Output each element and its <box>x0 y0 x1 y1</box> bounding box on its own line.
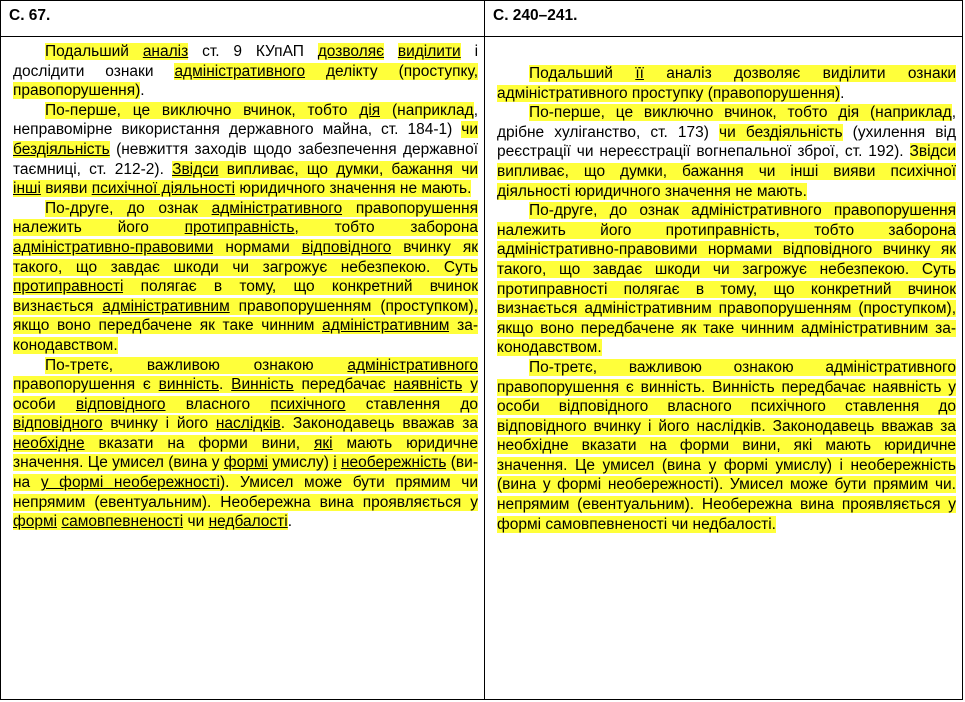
text-run: наслідків <box>215 415 281 433</box>
text-run: чи бездіяльність <box>719 123 843 141</box>
text-run: відповідного <box>75 395 166 413</box>
text-run: нормами <box>213 238 302 256</box>
text-run: ставлення до <box>345 395 478 413</box>
text-run: протиправність <box>184 219 295 237</box>
right-column <box>485 1 962 699</box>
left-column-header: С. 67. <box>1 1 484 37</box>
right-paragraph-1 <box>497 64 956 103</box>
text-run: ). Умисел може бути прямим чи непрямим (евентуальним). Необережна вина проявляється у <box>13 474 478 511</box>
text-run: , дрібне хуліганство, ст. 173) <box>497 104 956 141</box>
text-run: у формі необережності <box>40 474 220 492</box>
text-run: адміністративного <box>347 356 478 374</box>
text-run: дія <box>359 101 381 119</box>
text-run: По-перше, це виключно вчинок, тобто дія (наприклад <box>529 104 952 122</box>
text-run: формі <box>13 513 58 531</box>
text-run: мають юридичне значення. Це умисел (вина у <box>13 434 478 472</box>
text-run: (ухилення від реєстрації чи нереєстрації вогнепальної зброї, ст. 192). <box>497 123 956 161</box>
text-run: . Законодавець вважав за <box>280 415 478 433</box>
text-run: , тобто заборона <box>294 219 478 237</box>
text-run: власного <box>165 395 271 413</box>
text-run: передбачає <box>293 376 394 394</box>
text-run: аналіз <box>142 43 189 60</box>
text-run: протиправності <box>13 278 124 296</box>
text-run: аналіз дозволяє виділити ознаки адміністративного проступку (правопорушення) <box>497 65 957 102</box>
text-run: правопорушенням (проступком), якщо воно передбачене як таке чинним <box>13 297 478 335</box>
text-run: відповідного <box>301 238 392 256</box>
text-run: вказати на форми вини, <box>84 434 314 452</box>
text-run: відповідного <box>13 415 103 433</box>
text-run: виділити <box>397 43 461 60</box>
text-run: наявність <box>393 376 463 394</box>
left-column <box>1 1 485 699</box>
left-column-text <box>1 37 484 532</box>
text-run: . <box>840 84 845 102</box>
left-paragraph-3 <box>13 199 478 356</box>
text-run: правопорушення є <box>13 376 159 394</box>
text-run: недбалості <box>208 513 288 531</box>
text-run: (невжиття заходів щодо забезпечення державної таємниці, ст. 212-2). <box>13 140 478 178</box>
right-paragraph-4 <box>497 358 956 534</box>
text-run: законодавством. <box>13 317 478 354</box>
text-run: адміністративним <box>102 297 230 315</box>
text-run: адміністративного <box>211 199 343 217</box>
text-run: адміністративного <box>174 62 306 80</box>
text-run: Подальший <box>45 43 143 60</box>
text-run: полягає в тому, що конкретний вчинок визнається <box>13 278 478 315</box>
right-column-text <box>485 37 962 534</box>
text-run: необережність <box>340 454 447 472</box>
text-run: її <box>635 65 644 82</box>
text-run: По-друге, до ознак адміністративного правопорушення належить його протиправність, тобто заборона адміністративно-правовими нормами відповідного вчинку як такого, що завдає шкоди чи загрожує небезпекою. Суть протиправності полягає в тому, що конкретний вчинок визнається адміністративним правопорушенням (проступком), якщо воно передбачене як таке чинним адміністративним законодавством. <box>497 202 956 357</box>
text-run: у особи <box>13 376 478 413</box>
text-run: вияви <box>40 180 92 198</box>
text-run: дозволяє <box>317 43 385 60</box>
text-run <box>384 43 398 60</box>
text-run: і дослідити ознаки <box>13 43 479 80</box>
text-run: По-перше, це виключно вчинок, тобто <box>45 101 360 119</box>
text-run: вчинку як такого, що завдає шкоди чи загрожує небезпекою. Суть <box>13 238 478 276</box>
text-run: (вина <box>13 454 478 492</box>
text-run: умислу) <box>267 454 334 472</box>
text-run: винність <box>158 376 220 394</box>
text-run: і <box>333 454 337 472</box>
text-run: юридичного значення не мають. <box>235 180 472 198</box>
text-run: . <box>287 513 293 531</box>
text-run: самовпевненості <box>61 513 184 531</box>
text-run: По-третє, важливою ознакою <box>45 356 348 374</box>
text-run: . <box>219 376 232 394</box>
text-run: які <box>313 434 333 452</box>
text-run: ст. 9 КУпАП <box>188 43 318 60</box>
text-run: адміністративним <box>322 317 450 335</box>
text-run: випливає, що думки, бажання чи <box>218 160 478 178</box>
text-run: психічного <box>270 395 346 413</box>
text-run: чи <box>461 121 478 139</box>
text-run: , неправомірне використання державного майна, ст. 184-1) <box>13 101 478 139</box>
right-paragraph-3 <box>497 201 956 358</box>
text-run: . <box>140 82 145 100</box>
left-paragraph-1 <box>13 42 478 101</box>
text-run: По-друге, до ознак <box>45 199 212 217</box>
text-run: делікту (проступку, правопорушення) <box>13 62 478 100</box>
text-run: психічної діяльності <box>91 180 236 198</box>
text-run: бездіяльність <box>13 140 110 158</box>
text-run: адміністративно-правовими <box>13 238 214 256</box>
text-run: (наприклад <box>380 101 474 119</box>
left-paragraph-4 <box>13 356 478 532</box>
text-run: необхідне <box>13 434 85 452</box>
text-run: чи <box>183 513 209 531</box>
text-run: правопорушення належить його <box>13 199 478 237</box>
text-run: По-третє, важливою ознакою адміністративного правопорушення є винність. Винність передбачає наявність у особи відповідного власного психічного ставлення до відповідного вчинку і його наслідків. Законодавець вважав за необхідне вказати на форми вини, які мають юридичне значення. Це умисел (вина у формі умислу) і необережність (вина у формі необережності). Умисел може бути прямим чи. непрямим (евентуальним). Необережна вина проявляється у формі самовпевненості чи недбалості. <box>497 358 956 533</box>
text-run: Винність <box>231 376 294 394</box>
text-run: формі <box>223 454 268 472</box>
right-paragraph-2 <box>497 103 956 201</box>
text-run: Подальший <box>529 65 636 82</box>
text-run: вчинку і його <box>102 415 216 433</box>
left-paragraph-2 <box>13 101 478 199</box>
right-column-header: С. 240–241. <box>485 1 962 37</box>
text-run: Звідси <box>172 160 219 178</box>
text-run: Звідси випливає, що думки, бажання чи інші вияви психічної діяльності юридичного значення не мають. <box>497 143 956 200</box>
text-run: інші <box>13 180 41 198</box>
